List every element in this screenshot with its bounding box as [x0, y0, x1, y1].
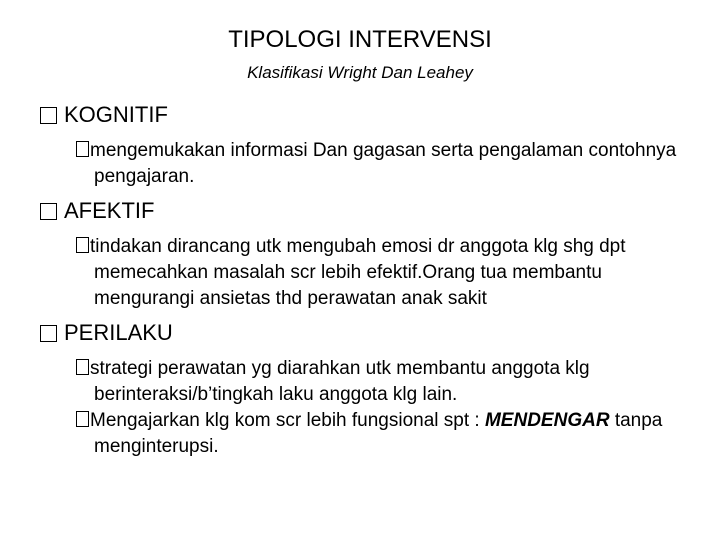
content — [40, 100, 700, 460]
checkbox-bullet-icon — [40, 107, 57, 124]
emphasis-text: MENDENGAR — [484, 410, 610, 431]
list-item-text: strategi perawatan yg diarahkan utk membantu anggota klg berinteraksi/b’tingkah laku anggota klg lain. — [90, 358, 590, 405]
list-item-text: tindakan dirancang utk mengubah emosi dr anggota klg shg dpt memecahkan masalah scr lebih efektif.Orang tua membantu mengurangi ansietas thd perawatan anak sakit — [90, 236, 626, 309]
checkbox-bullet-icon — [76, 411, 89, 427]
checkbox-bullet-icon — [76, 237, 89, 253]
section-heading-label: KOGNITIF — [64, 102, 168, 127]
section-heading — [40, 100, 700, 130]
checkbox-bullet-icon — [76, 141, 89, 157]
section-heading-label: PERILAKU — [64, 320, 173, 345]
section-heading — [40, 196, 700, 226]
list-item — [76, 234, 700, 312]
section-kognitif — [40, 100, 700, 190]
list-item-text: Mengajarkan klg kom scr lebih fungsional spt : — [90, 410, 485, 431]
section-heading — [40, 318, 700, 348]
section-afektif — [40, 196, 700, 312]
list-item — [76, 408, 700, 460]
checkbox-bullet-icon — [40, 203, 57, 220]
section-perilaku — [40, 318, 700, 460]
checkbox-bullet-icon — [76, 359, 89, 375]
list-item-text: mengemukakan informasi Dan gagasan serta pengalaman contohnya pengajaran. — [90, 140, 677, 187]
list-item — [76, 356, 700, 408]
list-item-tail: tanpa menginterupsi. — [94, 410, 663, 457]
section-heading-label: AFEKTIF — [64, 198, 155, 223]
page-subtitle: Klasifikasi Wright Dan Leahey — [247, 63, 473, 82]
list-item — [76, 138, 700, 190]
checkbox-bullet-icon — [40, 325, 57, 342]
page-title: TIPOLOGI INTERVENSI — [228, 26, 492, 53]
